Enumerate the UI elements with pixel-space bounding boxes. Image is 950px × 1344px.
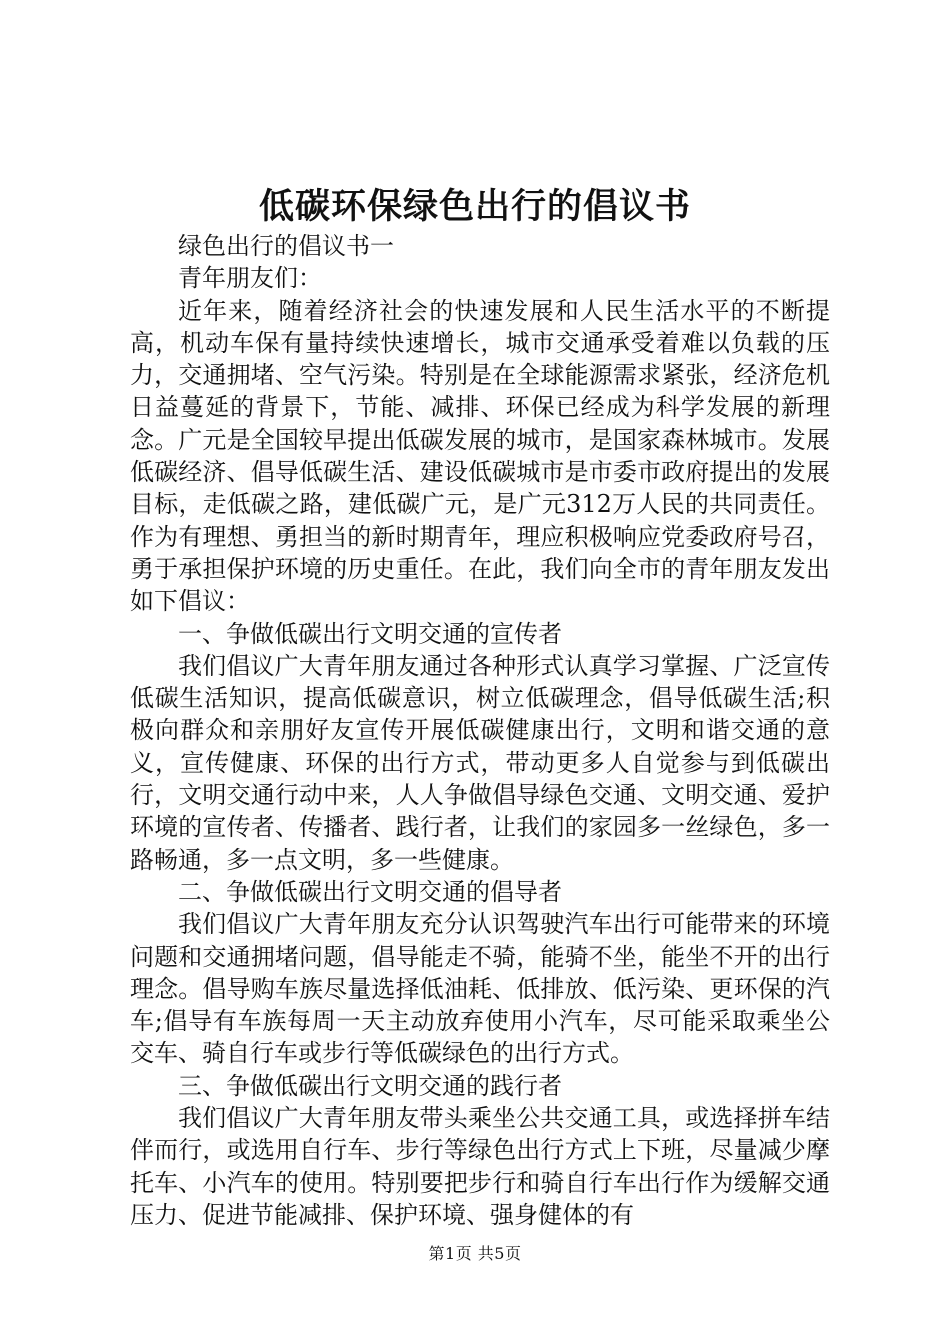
section-heading-1: 一、争做低碳出行文明交通的宣传者: [178, 619, 562, 648]
document-body: [130, 230, 830, 1231]
salutation: 青年朋友们：: [178, 264, 322, 293]
document-subtitle: 绿色出行的倡议书一: [178, 232, 394, 260]
section-heading-3: 三、争做低碳出行文明交通的践行者: [178, 1071, 562, 1100]
paragraph-intro: 近年来，随着经济社会的快速发展和人民生活水平的不断提高，机动车保有量持续快速增长，城市交通承受着难以负载的压力，交通拥堵、空气污染。特别是在全球能源需求紧张，经济危机日益蔓延的背景下，节能、减排、环保已经成为科学发展的新理念。广元是全国较早提出低碳发展的城市，是国家森林城市。发展低碳经济、倡导低碳生活、建设低碳城市是市委市政府提出的发展目标，走低碳之路，建低碳广元，是广元312万人民的共同责任。作为有理想、勇担当的新时期青年，理应积极响应党委政府号召，勇于承担保护环境的历史重任。在此，我们向全市的青年朋友发出如下倡议：: [130, 296, 830, 616]
section-heading-2: 二、争做低碳出行文明交通的倡导者: [178, 877, 562, 906]
paragraph-section-3: 我们倡议广大青年朋友带头乘坐公共交通工具，或选择拼车结伴而行，或选用自行车、步行等绿色出行方式上下班，尽量减少摩托车、小汽车的使用。特别要把步行和骑自行车出行作为缓解交通压力、促进节能减排、保护环境、强身健体的有: [130, 1104, 830, 1229]
document-title: 低碳环保绿色出行的倡议书: [258, 186, 691, 227]
page-number: 第1页 共5页: [428, 1244, 522, 1263]
paragraph-section-1: 我们倡议广大青年朋友通过各种形式认真学习掌握、广泛宣传低碳生活知识，提高低碳意识，树立低碳理念，倡导低碳生活;积极向群众和亲朋好友宣传开展低碳健康出行，文明和谐交通的意义，宣传健康、环保的出行方式，带动更多人自觉参与到低碳出行，文明交通行动中来，人人争做倡导绿色交通、文明交通、爱护环境的宣传者、传播者、践行者，让我们的家园多一丝绿色，多一路畅通，多一点文明，多一些健康。: [130, 651, 830, 874]
paragraph-section-2: 我们倡议广大青年朋友充分认识驾驶汽车出行可能带来的环境问题和交通拥堵问题，倡导能走不骑，能骑不坐，能坐不开的出行理念。倡导购车族尽量选择低油耗、低排放、低污染、更环保的汽车;倡导有车族每周一天主动放弃使用小汽车，尽可能采取乘坐公交车、骑自行车或步行等低碳绿色的出行方式。: [130, 910, 830, 1068]
